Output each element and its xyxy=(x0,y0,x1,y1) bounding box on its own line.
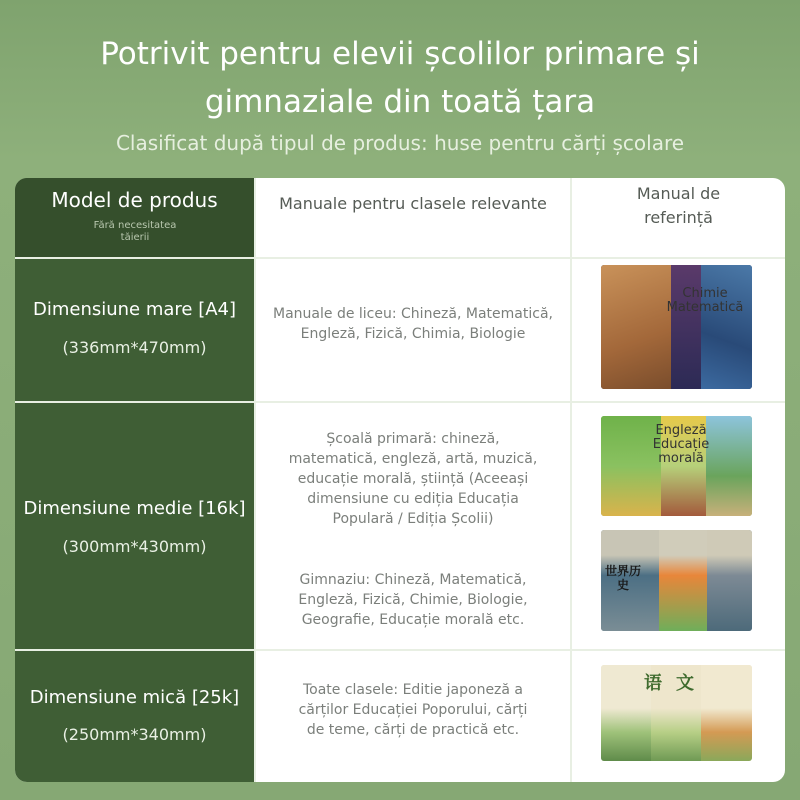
overlay-line: Educație xyxy=(652,437,710,452)
reference-header xyxy=(572,182,785,230)
reference-header-line-1: Manual de xyxy=(636,184,721,203)
page-title xyxy=(0,30,800,126)
description-line: Toate clasele: Editie japoneză a xyxy=(302,682,524,698)
divider xyxy=(15,401,785,403)
book-cover xyxy=(701,265,752,389)
reference-book-image xyxy=(601,530,752,631)
size-dimensions: (300mm*430mm) xyxy=(62,537,207,556)
overlay-line: Chimie xyxy=(682,286,728,301)
book-cover xyxy=(707,530,752,631)
description-line: Populară / Ediția Școlii) xyxy=(332,511,494,527)
overlay-line: Matematică xyxy=(666,300,744,315)
size-name: Dimensiune medie [16k] xyxy=(23,498,246,519)
model-header-label: Model de produs xyxy=(51,188,218,212)
description-line: educație morală, știință (Aceeași xyxy=(297,471,529,487)
model-header-note: Fără necesitatea tăierii xyxy=(93,220,177,243)
size-dimensions: (250mm*340mm) xyxy=(62,725,207,744)
page-subtitle: Clasificat după tipul de produs: huse pentru cărți școlare xyxy=(115,131,685,155)
book-cover xyxy=(659,530,707,631)
description-line: Engleză, Fizică, Chimie, Biologie, xyxy=(298,592,528,608)
title-line-2: gimnaziale din toată țara xyxy=(204,84,596,120)
divider xyxy=(15,649,785,651)
description-line: Manuale de liceu: Chineză, Matematică, xyxy=(273,306,553,322)
image-overlay-text xyxy=(641,424,721,466)
book-cover xyxy=(601,265,671,389)
overlay-line: Engleză xyxy=(655,423,707,438)
image-overlay-text xyxy=(665,287,745,315)
description-line: Geografie, Educație morală etc. xyxy=(301,612,525,628)
size-name: Dimensiune mare [A4] xyxy=(32,299,237,320)
textbooks-header: Manuale pentru clasele relevante xyxy=(279,194,547,213)
product-table xyxy=(15,178,785,782)
description-line: Gimnaziu: Chineză, Matematică, xyxy=(299,572,527,588)
description-line: cărților Educației Poporului, cărți xyxy=(298,702,528,718)
description-line: de teme, cărți de practică etc. xyxy=(306,722,520,738)
reference-book-image xyxy=(601,416,752,516)
reference-book-image xyxy=(601,665,752,761)
description-line: dimensiune cu ediția Educația xyxy=(307,491,519,507)
book-cover xyxy=(671,265,701,389)
textbook-description xyxy=(256,570,570,630)
overlay-line: morală xyxy=(658,451,704,466)
size-dimensions: (336mm*470mm) xyxy=(62,338,207,357)
book-cover-title: 世界历史 xyxy=(604,564,641,592)
description-line: Școală primară: chineză, xyxy=(326,431,500,447)
description-line: matematică, engleză, artă, muzică, xyxy=(288,451,538,467)
description-line: Engleză, Fizică, Chimia, Biologie xyxy=(300,326,526,342)
book-cover-title: 语文 xyxy=(644,673,708,694)
divider xyxy=(15,257,785,259)
textbook-description xyxy=(256,680,570,740)
size-name: Dimensiune mică [25k] xyxy=(29,687,240,708)
reference-header-line-2: referință xyxy=(644,208,713,227)
reference-book-image xyxy=(601,265,752,389)
textbook-description xyxy=(256,429,570,529)
textbook-description xyxy=(256,304,570,344)
divider xyxy=(570,178,572,782)
header xyxy=(0,0,800,175)
title-line-1: Potrivit pentru elevii școlilor primare și xyxy=(100,36,700,72)
